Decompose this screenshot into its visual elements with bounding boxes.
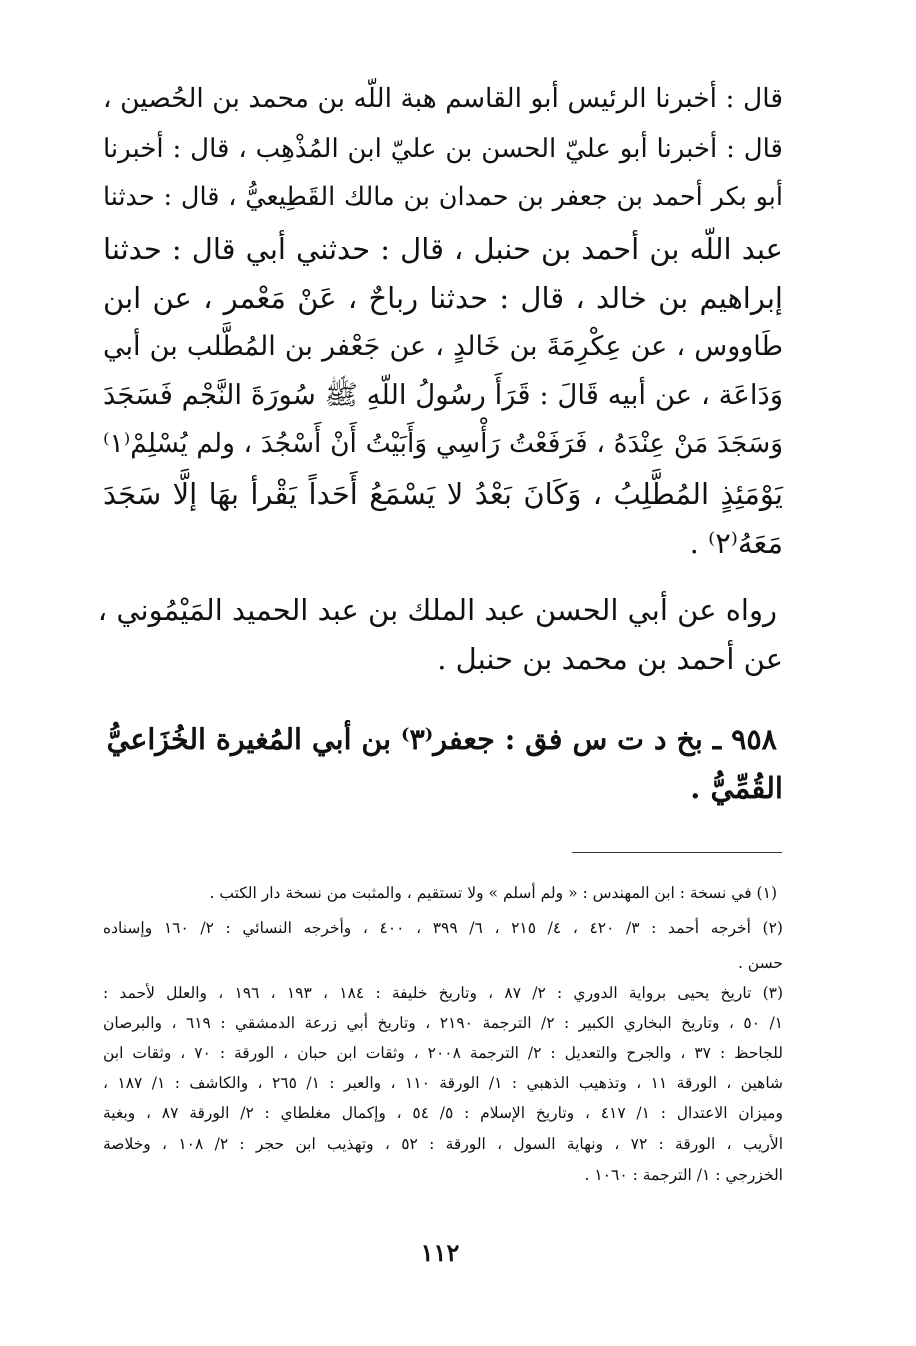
footnote-line: وميزان الاعتدال : ١/ ٤١٧ ، وتاريخ الإسلام : ٥/ ٥٤ ، وإكمال مغلطاي : ٢/ الورقة ٨٧ ، وبغية <box>103 1104 783 1122</box>
footnote-line: الأريب ، الورقة : ٧٢ ، ونهاية السول ، الورقة : ٥٢ ، وتهذيب ابن حجر : ٢/ ١٠٨ ، وخلاصة <box>103 1135 783 1153</box>
body-line: إبراهيم بن خالد ، قال : حدثنا رباحٌ ، عَنْ مَعْمر ، عن ابن <box>103 281 783 315</box>
body-line: قال : أخبرنا أبو عليّ الحسن بن عليّ ابن المُذْهِب ، قال : أخبرنا <box>103 134 783 164</box>
body-line: رواه عن أبي الحسن عبد الملك بن عبد الحميد المَيْمُوني ، <box>97 593 777 627</box>
body-line: مَعَهُ⁽٢⁾ . <box>689 526 783 560</box>
entry-heading-continued: القُمِّيُّ . <box>690 771 783 805</box>
body-line: قال : أخبرنا الرئيس أبو القاسم هبة اللّه بن محمد بن الحُصين ، <box>103 83 783 114</box>
footnote-line: (٢) أخرجه أحمد : ٣/ ٤٢٠ ، ٤/ ٢١٥ ، ٦/ ٣٩٩ ، ٤٠٠ ، وأخرجه النسائي : ٢/ ١٦٠ وإسناده <box>103 919 783 937</box>
footnote-line: للجاحظ : ٣٧ ، والجرح والتعديل : ٢/ الترجمة ٢٠٠٨ ، وثقات ابن حبان ، الورقة : ٧٠ ، وثقات ابن <box>103 1044 783 1062</box>
body-line: وَسَجَدَ مَنْ عِنْدَهُ ، فَرَفَعْتُ رَأْسِي وَأَبَيْتُ أَنْ أَسْجُدَ ، ولم يُسْلِمْ⁽١⁾ <box>103 428 783 459</box>
body-line: طَاووس ، عن عِكْرِمَةَ بن خَالدٍ ، عن جَعْفر بن المُطَّلب بن أبي <box>103 331 783 362</box>
body-line: عن أحمد بن محمد بن حنبل . <box>437 642 783 676</box>
entry-heading: ٩٥٨ ـ بخ د ت س فق : جعفر⁽٣⁾ بن أبي المُغيرة الخُزَاعيُّ <box>106 722 777 756</box>
body-line: عبد اللّه بن أحمد بن حنبل ، قال : حدثني أبي قال : حدثنا <box>103 232 783 266</box>
footnote-line: (٣) تاريخ يحيى برواية الدوري : ٢/ ٨٧ ، وتاريخ خليفة : ١٨٤ ، ١٩٣ ، ١٩٦ ، والعلل لأحمد : <box>103 984 784 1002</box>
footnote-line: شاهين ، الورقة ١١ ، وتذهيب الذهبي : ١/ الورقة ١١٠ ، والعبر : ١/ ٢٦٥ ، والكاشف : ١/ ١٨٧ ، <box>103 1074 784 1092</box>
footnote-line: الخزرجي : ١/ الترجمة : ١٠٦٠ . <box>584 1166 783 1184</box>
page-number: ١١٢ <box>420 1238 460 1267</box>
footnote-line: (١) في نسخة : ابن المهندس : « ولم أسلم » ولا تستقيم ، والمثبت من نسخة دار الكتب . <box>209 884 777 902</box>
footnote-separator <box>572 852 782 853</box>
footnote-line: ١/ ٥٠ ، وتاريخ البخاري الكبير : ٢/ الترجمة ٢١٩٠ ، وتاريخ أبي زرعة الدمشقي : ٦١٩ ، والبرصان <box>103 1014 783 1032</box>
body-line: وَدَاعَة ، عن أبيه قَالَ : قَرَأَ رسُولُ اللّهِ ﷺ سُورَةَ النَّجْم فَسَجَدَ <box>103 379 783 411</box>
body-line: يَوْمَئِذٍ المُطَّلِبُ ، وَكَانَ بَعْدُ لا يَسْمَعُ أَحَداً يَقْرأ بهَا إلَّا سَجَدَ <box>103 477 783 511</box>
body-line: أبو بكر أحمد بن جعفر بن حمدان بن مالك القَطِيعيُّ ، قال : حدثنا <box>103 182 783 212</box>
footnote-line: حسن . <box>737 954 783 972</box>
